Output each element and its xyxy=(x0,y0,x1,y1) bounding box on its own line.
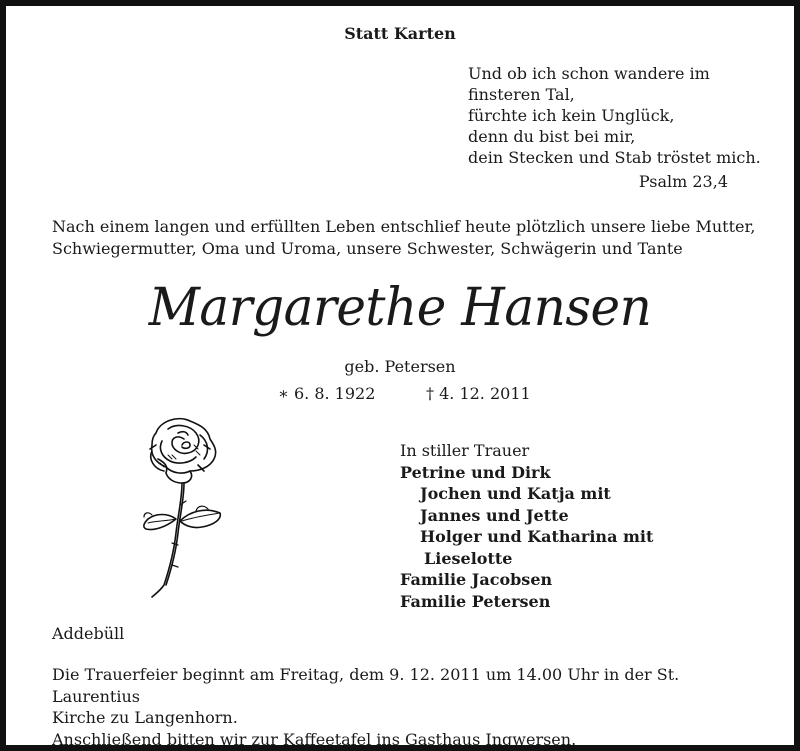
psalm-verse xyxy=(468,63,761,168)
rose-icon xyxy=(138,415,228,604)
born-name: geb. Petersen xyxy=(344,357,456,376)
mourner-name: Petrine und Dirk xyxy=(400,462,551,482)
service-info xyxy=(52,664,772,750)
verse-line: fürchte ich kein Unglück, xyxy=(468,106,675,125)
verse-line: dein Stecken und Stab tröstet mich. xyxy=(468,148,761,167)
mourners-heading: In stiller Trauer xyxy=(400,441,530,460)
verse-line: denn du bist bei mir, xyxy=(468,127,636,146)
deceased-name: Margarethe Hansen xyxy=(148,276,652,338)
verse-reference: Psalm 23,4 xyxy=(638,172,728,191)
mourner-name: Lieselotte xyxy=(424,548,513,568)
intro-text xyxy=(52,216,772,260)
header-title: Statt Karten xyxy=(344,24,456,43)
death-date: † 4. 12. 2011 xyxy=(426,384,531,403)
service-line: Kirche zu Langenhorn. xyxy=(52,708,238,727)
mourner-name: Familie Petersen xyxy=(400,591,551,611)
verse-line: Und ob ich schon wandere im xyxy=(468,64,710,83)
intro-line: Schwiegermutter, Oma und Uroma, unsere Schwester, Schwägerin und Tante xyxy=(52,239,683,258)
mourner-name: Holger und Katharina mit xyxy=(420,527,654,546)
service-line: Anschließend bitten wir zur Kaffeetafel ins Gasthaus Ingwersen. xyxy=(52,729,577,749)
mourner-name: Jochen und Katja mit xyxy=(420,484,611,503)
mourner-name: Jannes und Jette xyxy=(420,505,569,525)
mourner-name: Familie Jacobsen xyxy=(400,570,553,589)
mourners-block xyxy=(400,440,653,612)
verse-line: finsteren Tal, xyxy=(468,85,575,104)
service-line: Die Trauerfeier beginnt am Freitag, dem 9. 12. 2011 um 14.00 Uhr in der St. Laurentius xyxy=(52,665,680,706)
place-name: Addebüll xyxy=(52,624,125,643)
intro-line: Nach einem langen und erfüllten Leben entschlief heute plötzlich unsere liebe Mutter, xyxy=(52,217,756,236)
birth-date: ∗ 6. 8. 1922 xyxy=(278,384,376,403)
